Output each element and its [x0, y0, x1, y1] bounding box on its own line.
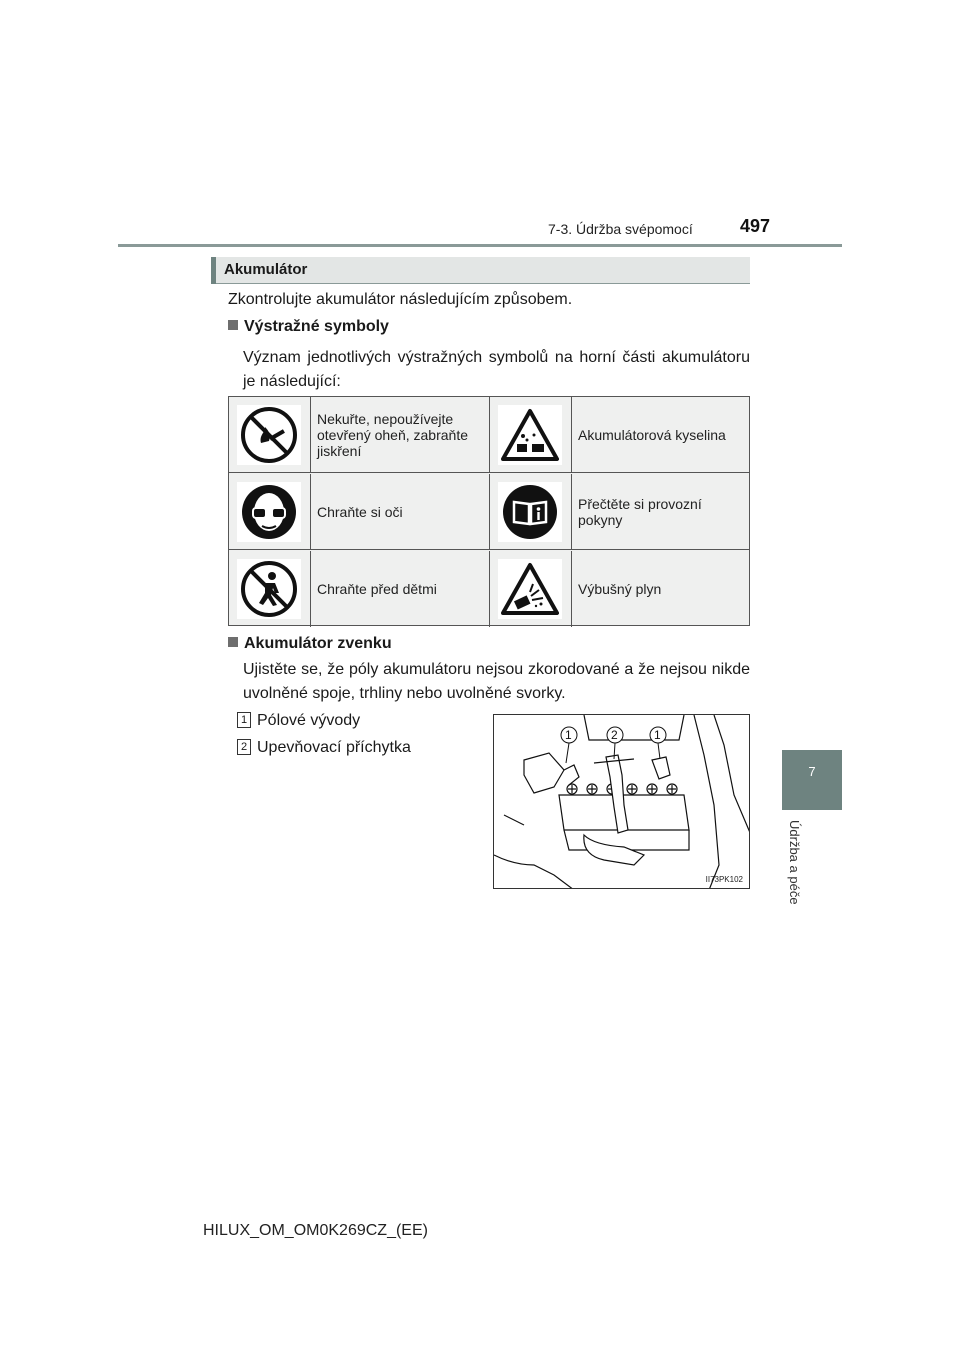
symbol-label: Výbušný plyn: [578, 581, 662, 597]
warning-symbols-table: [228, 396, 750, 626]
battery-exterior-description: Ujistěte se, že póly akumulátoru nejsou zkorodované a že nejsou nikde uvolněné spoje, trhliny nebo uvolněné svorky.: [243, 661, 750, 702]
symbol-label: Akumulátorová kyselina: [578, 426, 726, 443]
eye-protection-icon: [241, 484, 297, 540]
header-divider: [118, 244, 842, 247]
list-item: [237, 736, 411, 760]
read-manual-icon: [502, 484, 558, 540]
illustration-code: II73PK102: [705, 875, 743, 884]
table-cell-icon: [229, 551, 311, 627]
no-fire-smoking-icon: [241, 407, 297, 463]
table-cell-icon: [490, 397, 572, 472]
section-heading-bar: [211, 257, 750, 284]
warning-symbols-heading: [228, 315, 389, 339]
svg-text:2: 2: [611, 728, 618, 742]
battery-acid-icon: [501, 408, 559, 462]
section-accent: [211, 257, 216, 284]
symbol-label: Přečtěte si provozní pokyny: [578, 495, 702, 528]
item-label: Upevňovací příchytka: [257, 739, 411, 756]
battery-exterior-heading-text: Akumulátor zvenku: [244, 635, 392, 652]
battery-exterior-heading: [228, 632, 392, 656]
chapter-number: 7: [808, 764, 816, 779]
chapter-tab: [782, 750, 842, 810]
chapter-side-label: [786, 820, 806, 920]
table-row: [229, 551, 749, 627]
svg-text:1: 1: [654, 728, 661, 742]
section-intro: Zkontrolujte akumulátor následujícím způsobem.: [228, 291, 573, 308]
table-row: [229, 474, 749, 550]
symbol-label: Nekuřte, nepoužívejte otevřený oheň, zabraňte jiskření: [317, 410, 468, 459]
header-section-title: 7-3. Údržba svépomocí: [548, 221, 693, 237]
keep-away-children-icon: [241, 561, 297, 617]
bullet-square-icon: [228, 320, 238, 330]
warning-symbols-description: Význam jednotlivých výstražných symbolů na horní části akumulátoru je následující:: [243, 349, 750, 390]
table-cell-icon: [229, 397, 311, 472]
page-number: 497: [740, 216, 771, 236]
warning-symbols-heading-text: Výstražné symboly: [244, 318, 389, 335]
chapter-label: Údržba a péče: [787, 820, 802, 905]
item-label: Pólové vývody: [257, 712, 361, 729]
table-cell-icon: [229, 474, 311, 549]
list-item: [237, 709, 360, 733]
bullet-square-icon: [228, 637, 238, 647]
item-number-badge: 2: [237, 739, 251, 755]
explosive-gas-icon: [501, 562, 559, 616]
battery-illustration: [493, 714, 750, 889]
battery-drawing: [494, 715, 750, 889]
manual-code: HILUX_OM_OM0K269CZ_(EE): [203, 1222, 428, 1239]
table-cell-icon: [490, 474, 572, 549]
svg-text:1: 1: [565, 728, 572, 742]
table-row: [229, 397, 749, 473]
section-title: Akumulátor: [224, 261, 308, 278]
item-number-badge: 1: [237, 712, 251, 728]
table-cell-icon: [490, 551, 572, 627]
symbol-label: Chraňte před dětmi: [317, 581, 437, 597]
symbol-label: Chraňte si oči: [317, 503, 403, 520]
